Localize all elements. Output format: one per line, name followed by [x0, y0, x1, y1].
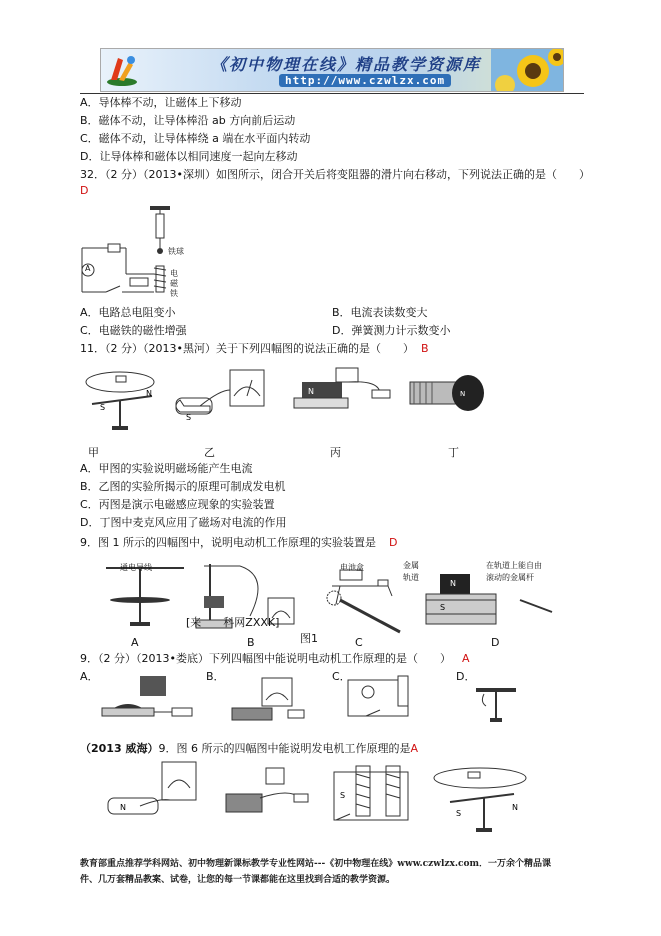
- q11-option-c: C．丙图是演示电磁感应现象的实验装置: [80, 498, 275, 511]
- q9a-figures: [100, 556, 560, 645]
- caption-yi: 乙: [204, 446, 215, 459]
- q11-option-b: B．乙图的实验所揭示的原理可制成发电机: [80, 480, 286, 493]
- q9b-label-c: C．: [332, 670, 351, 683]
- q32-option-c: C．电磁铁的磁性增强: [80, 324, 187, 337]
- svg-text:N: N: [308, 387, 314, 396]
- q32-circuit-figure: [76, 204, 196, 304]
- q9b-label-d: D．: [456, 670, 476, 683]
- q9c-stem: 9．图 6 所示的四幅图中能说明发电机工作原理的是: [158, 742, 411, 755]
- svg-text:N: N: [512, 803, 518, 812]
- caption-ding: 丁: [448, 446, 459, 459]
- caption-c: C: [355, 636, 363, 649]
- option-d: D．让导体棒和磁体以相同速度一起向左移动: [80, 150, 298, 163]
- q9c-line: [80, 742, 418, 756]
- footer-line-2: 件、几万套精品教案、试卷，让您的每一节课都能在这里找到合适的教学资源。: [80, 875, 396, 885]
- label-electromagnet-2: 磁: [170, 279, 178, 288]
- option-b: B．磁体不动，让导体棒沿 ab 方向前后运动: [80, 114, 296, 127]
- label-metal-1: 金属: [403, 561, 419, 570]
- q9b-answer: A: [462, 652, 470, 665]
- figure-1-title: 图1: [300, 632, 318, 645]
- q9b-stem: 9．（2 分）（2013•娄底）下列四幅图中能说明电动机工作原理的是（ ）: [80, 652, 451, 665]
- page-footer: [80, 856, 586, 888]
- watermark-text: [来 科网ZXXK]: [186, 616, 280, 629]
- q32-answer: D: [80, 184, 89, 197]
- q11-option-d: D．丁图中麦克风应用了磁场对电流的作用: [80, 516, 287, 529]
- banner-url[interactable]: http://www.czwlzx.com: [279, 74, 451, 87]
- label-rod-2: 滚动的金属杆: [486, 573, 534, 582]
- q32-option-b: B．电流表读数变大: [332, 306, 428, 319]
- q9b-label-a: A．: [80, 670, 99, 683]
- label-live-wire: 通电导线: [120, 563, 152, 572]
- q11-answer: B: [421, 342, 429, 355]
- svg-text:N: N: [146, 389, 152, 398]
- label-battery-box: 电池盒: [340, 563, 364, 572]
- svg-text:S: S: [340, 791, 346, 800]
- option-c: C．磁体不动，让导体棒绕 a 端在水平面内转动: [80, 132, 311, 145]
- footer-line-1: 教育部重点推荐学科网站、初中物理新课标教学专业性网站---《初中物理在线》www.czwlzx.com．一万余个精品课: [80, 859, 552, 869]
- caption-d: D: [491, 636, 500, 649]
- label-rod-1: 在轨道上能自由: [486, 561, 542, 570]
- sunflower-icon: [491, 49, 563, 91]
- caption-bing: 丙: [330, 446, 341, 459]
- label-iron-ball: 铁球: [168, 247, 184, 256]
- q9a-answer: D: [389, 536, 398, 549]
- q11-figures: [80, 360, 550, 440]
- label-ammeter: A: [85, 264, 91, 273]
- q32-option-a: A．电路总电阻变小: [80, 306, 176, 319]
- q9c-answer: A: [410, 742, 418, 755]
- svg-text:N: N: [120, 803, 126, 812]
- banner-title: 《初中物理在线》精品教学资源库: [211, 55, 482, 74]
- q11-stem: 11．（2 分）（2013•黑河）关于下列四幅图的说法正确的是（ ）: [80, 342, 414, 355]
- option-a: A．导体棒不动，让磁体上下移动: [80, 96, 242, 109]
- header-divider: [80, 93, 584, 94]
- svg-text:S: S: [440, 603, 446, 612]
- q9c-source: （2013 威海）: [80, 742, 159, 755]
- caption-a: A: [131, 636, 139, 649]
- q9b-label-b: B．: [206, 670, 225, 683]
- q9a-stem: 9．图 1 所示的四幅图中，说明电动机工作原理的实验装置是: [80, 536, 376, 549]
- caption-b: B: [247, 636, 255, 649]
- svg-text:N: N: [460, 390, 466, 398]
- label-electromagnet-3: 铁: [170, 289, 178, 298]
- q32-option-d: D．弹簧测力计示数变小: [332, 324, 451, 337]
- label-track: 轨道: [403, 573, 419, 582]
- q32-stem: 32．（2 分）（2013•深圳）如图所示，闭合开关后将变阻器的滑片向右移动，下列说法正确的是（ ）: [80, 168, 590, 181]
- site-banner: [100, 48, 564, 92]
- svg-text:S: S: [456, 809, 462, 818]
- label-electromagnet-1: 电: [170, 269, 178, 278]
- q9b-figures: [98, 672, 538, 730]
- svg-text:S: S: [186, 413, 192, 422]
- site-logo-icon: [105, 52, 139, 88]
- q9c-figures: [100, 758, 540, 838]
- svg-text:N: N: [450, 579, 456, 588]
- caption-jia: 甲: [88, 446, 99, 459]
- q11-option-a: A．甲图的实验说明磁场能产生电流: [80, 462, 253, 475]
- svg-text:S: S: [100, 403, 106, 412]
